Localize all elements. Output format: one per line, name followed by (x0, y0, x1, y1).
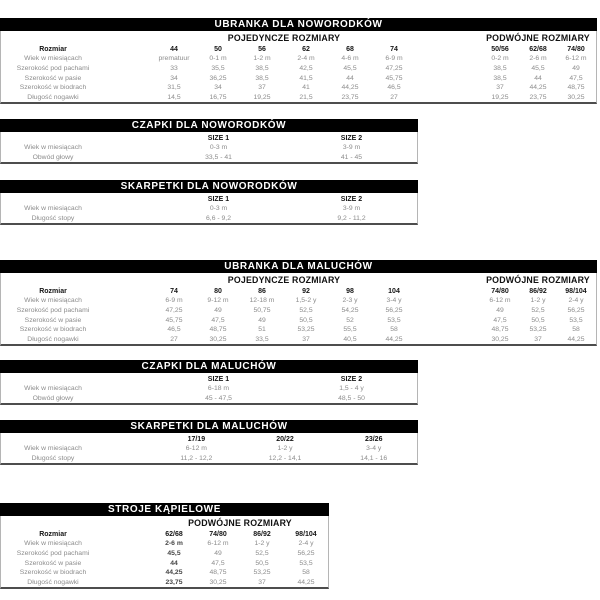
data-cell: 42,5 (299, 65, 313, 73)
table-row (1, 335, 596, 345)
data-cell: 56,25 (567, 307, 585, 315)
data-cell: 49 (214, 550, 222, 558)
data-cell: 27 (390, 94, 398, 102)
table-row (1, 83, 596, 93)
size-header-cell: 62/68 (529, 45, 547, 53)
column-spacer (416, 300, 481, 301)
data-cell: 50,5 (299, 316, 313, 324)
data-cell: 38,5 (255, 74, 269, 82)
size-header-row (1, 529, 328, 539)
size-header-cell: SIZE 2 (340, 375, 363, 383)
size-header-cell: SIZE 1 (207, 375, 230, 383)
column-spacer (105, 398, 152, 399)
data-cell: 58 (390, 326, 398, 334)
data-cell: 30,25 (567, 94, 585, 102)
column-spacer (105, 147, 152, 148)
data-cell: 50,5 (255, 559, 269, 567)
data-cell: 48,5 - 50 (338, 395, 365, 403)
data-cell: 49 (572, 65, 580, 73)
data-cell: 0-3 m (209, 144, 228, 152)
table-body (0, 132, 418, 164)
data-cell: 19,25 (491, 94, 509, 102)
data-cell: 53,25 (253, 569, 271, 577)
data-cell: 44 (534, 74, 542, 82)
size-row-label: Rozmiar (39, 287, 67, 295)
column-spacer (105, 310, 152, 311)
data-cell: 45,5 (167, 550, 181, 558)
data-cell: 48,75 (491, 326, 509, 334)
column-spacer (105, 68, 152, 69)
row-label: Wiek w miesiącach (24, 385, 82, 393)
column-spacer (416, 329, 481, 330)
data-cell: 2-6 m (165, 540, 183, 548)
table-body (0, 433, 418, 465)
data-cell: 44 (346, 74, 354, 82)
table-row (1, 568, 328, 578)
section-header-double: PODWÓJNE ROZMIARY (188, 518, 292, 528)
data-cell: 30,25 (209, 336, 227, 344)
data-cell: 33,5 - 41 (205, 154, 232, 162)
size-header-cell: 74/80 (209, 530, 227, 538)
row-label: Szerokość pod pachami (16, 550, 90, 558)
data-cell: 55,5 (343, 326, 357, 334)
data-cell: 1-2 y (254, 540, 270, 548)
column-spacer (105, 87, 152, 88)
data-cell: 23,75 (341, 94, 359, 102)
data-cell: 6-12 m (185, 445, 207, 453)
column-spacer (1, 38, 152, 39)
data-cell: prematuur (158, 55, 190, 63)
data-cell: 6-18 m (207, 385, 230, 393)
data-cell: 37 (534, 336, 542, 344)
row-label: Szerokość w pasie (24, 316, 82, 324)
row-label: Szerokość w biodrach (19, 84, 87, 92)
data-cell: 6-9 m (165, 297, 183, 305)
column-spacer (105, 534, 152, 535)
row-label: Długość nogawki (27, 579, 79, 587)
data-cell: 2-3 y (342, 297, 358, 305)
row-label: Wiek w miesiącach (24, 205, 82, 213)
data-cell: 44,25 (165, 569, 183, 577)
size-header-cell: 86 (258, 287, 266, 295)
section-header-single: POJEDYNCZE ROZMIARY (227, 33, 341, 43)
data-cell: 34 (170, 74, 178, 82)
column-spacer (105, 582, 152, 583)
table-row (1, 315, 596, 325)
size-header-cell: 98/104 (565, 287, 587, 295)
size-header-cell: 62/68 (165, 530, 183, 538)
size-header-cell: SIZE 1 (207, 134, 230, 142)
row-label: Szerokość w biodrach (19, 326, 87, 334)
data-cell: 38,5 (255, 65, 269, 73)
size-header-cell: 20/22 (276, 435, 294, 443)
column-spacer (105, 138, 152, 139)
size-header-row (1, 194, 417, 204)
data-cell: 0-1 m (209, 55, 227, 63)
table-row (1, 54, 596, 64)
column-spacer (416, 58, 481, 59)
size-header-cell: 98/104 (295, 530, 317, 538)
row-label: Szerokość pod pachami (16, 307, 90, 315)
data-cell: 0-2 m (491, 55, 509, 63)
column-spacer (105, 553, 152, 554)
row-label: Szerokość w pasie (24, 559, 82, 567)
table-row (1, 306, 596, 316)
data-cell: 16,75 (209, 94, 227, 102)
size-header-row (1, 44, 596, 54)
size-header-cell: 86/92 (529, 287, 547, 295)
data-cell: 30,25 (209, 579, 227, 587)
column-spacer (105, 199, 152, 200)
table-row (1, 394, 417, 404)
table-skarpetki-dla-noworodkow (0, 180, 418, 225)
table-row (1, 384, 417, 394)
table-body (0, 373, 418, 405)
table-row (1, 539, 328, 549)
size-row-label: Rozmiar (39, 45, 67, 53)
table-row (1, 214, 417, 224)
row-label: Obwód głowy (32, 154, 74, 162)
data-cell: 52 (346, 316, 354, 324)
data-cell: 49 (258, 316, 266, 324)
column-spacer (1, 280, 152, 281)
table-body (0, 273, 597, 346)
column-spacer (416, 310, 481, 311)
size-header-cell: 17/19 (187, 435, 206, 443)
row-label: Długość nogawki (27, 94, 79, 102)
data-cell: 6-12 m (565, 55, 587, 63)
data-cell: 6-12 m (489, 297, 511, 305)
section-header-double: PODWÓJNE ROZMIARY (486, 275, 590, 285)
table-czapki-dla-maluchow (0, 360, 418, 405)
table-body (0, 516, 329, 589)
data-cell: 53,5 (569, 316, 583, 324)
size-header-cell: 74/80 (567, 45, 585, 53)
size-header-cell: 62 (302, 45, 310, 53)
table-ubranka-dla-maluchow (0, 260, 597, 346)
column-spacer (416, 97, 481, 98)
data-cell: 47,5 (211, 559, 225, 567)
row-label: Szerokość w biodrach (19, 569, 87, 577)
size-header-cell: 74 (170, 287, 178, 295)
table-stroje-kapielowe (0, 503, 329, 589)
size-header-cell: 98 (346, 287, 354, 295)
column-spacer (416, 78, 481, 79)
table-title: STROJE KĄPIELOWE (0, 503, 329, 516)
size-header-cell: 23/26 (364, 435, 383, 443)
data-cell: 23,75 (529, 94, 547, 102)
row-label: Wiek w miesiącach (24, 540, 82, 548)
data-cell: 44,25 (385, 336, 403, 344)
data-cell: 46,5 (167, 326, 181, 334)
size-header-cell: 44 (170, 45, 178, 53)
data-cell: 53,25 (529, 326, 547, 334)
size-header-cell: 68 (346, 45, 354, 53)
table-row (1, 64, 596, 74)
data-cell: 44,25 (341, 84, 359, 92)
data-cell: 14,5 (167, 94, 181, 102)
data-cell: 6,6 - 9,2 (206, 215, 231, 223)
row-label: Długość nogawki (27, 336, 79, 344)
section-header-row (1, 32, 596, 44)
size-header-row (1, 374, 417, 384)
size-header-cell: SIZE 2 (340, 195, 363, 203)
column-spacer (105, 49, 152, 50)
column-spacer (105, 300, 152, 301)
data-cell: 1-2 y (277, 445, 293, 453)
section-header-double: PODWÓJNE ROZMIARY (486, 33, 590, 43)
column-spacer (105, 458, 152, 459)
size-header-cell: SIZE 1 (207, 195, 230, 203)
table-body (0, 31, 597, 104)
row-label: Szerokość w pasie (24, 74, 82, 82)
data-cell: 3-4 y (386, 297, 402, 305)
column-spacer (105, 291, 152, 292)
size-header-row (1, 434, 417, 444)
data-cell: 40,5 (343, 336, 357, 344)
data-cell: 45 - 47,5 (205, 395, 232, 403)
data-cell: 44 (170, 559, 178, 567)
data-cell: 52,5 (299, 307, 313, 315)
data-cell: 1,5-2 y (295, 297, 317, 305)
column-spacer (416, 38, 481, 39)
data-cell: 9,2 - 11,2 (337, 215, 366, 223)
data-cell: 53,5 (299, 559, 313, 567)
row-label: Szerokość pod pachami (16, 65, 90, 73)
data-cell: 47,25 (165, 307, 183, 315)
size-header-cell: 56 (258, 45, 266, 53)
column-spacer (105, 58, 152, 59)
data-cell: 41,5 (299, 74, 313, 82)
data-cell: 0-3 m (209, 205, 228, 213)
data-cell: 44,25 (297, 579, 315, 587)
size-header-row (1, 286, 596, 296)
data-cell: 48,75 (209, 326, 227, 334)
table-row (1, 454, 417, 464)
table-row (1, 578, 328, 588)
data-cell: 52,5 (531, 307, 545, 315)
data-cell: 49 (214, 307, 222, 315)
data-cell: 47,25 (385, 65, 403, 73)
size-header-cell: 92 (302, 287, 310, 295)
size-header-cell: 74/80 (491, 287, 509, 295)
data-cell: 1-2 y (530, 297, 546, 305)
table-row (1, 153, 417, 163)
size-header-cell: 80 (214, 287, 222, 295)
data-cell: 45,5 (531, 65, 545, 73)
data-cell: 33 (170, 65, 178, 73)
column-spacer (416, 320, 481, 321)
column-spacer (105, 439, 152, 440)
size-row-label: Rozmiar (39, 530, 67, 538)
table-title: UBRANKA DLA MALUCHÓW (0, 260, 597, 273)
data-cell: 58 (572, 326, 580, 334)
column-spacer (416, 291, 481, 292)
section-header-row (1, 274, 596, 286)
table-title: SKARPETKI DLA NOWORODKÓW (0, 180, 418, 193)
size-header-cell: 50 (214, 45, 222, 53)
data-cell: 33,5 (255, 336, 269, 344)
size-header-cell: 50/56 (491, 45, 509, 53)
data-cell: 2-6 m (529, 55, 547, 63)
data-cell: 53,25 (297, 326, 315, 334)
column-spacer (105, 543, 152, 544)
column-spacer (105, 388, 152, 389)
data-cell: 2-4 m (297, 55, 315, 63)
table-row (1, 93, 596, 103)
row-label: Wiek w miesiącach (24, 144, 82, 152)
data-cell: 53,5 (387, 316, 401, 324)
column-spacer (1, 523, 152, 524)
row-label: Długość stopy (31, 455, 75, 463)
data-cell: 11,2 - 12,2 (180, 455, 213, 463)
data-cell: 50,75 (253, 307, 271, 315)
section-header-single: POJEDYNCZE ROZMIARY (227, 275, 341, 285)
column-spacer (105, 208, 152, 209)
data-cell: 1,5 - 4 y (339, 385, 364, 393)
column-spacer (105, 78, 152, 79)
data-cell: 56,25 (297, 550, 315, 558)
table-row (1, 204, 417, 214)
column-spacer (105, 218, 152, 219)
column-spacer (416, 87, 481, 88)
data-cell: 12,2 - 14,1 (268, 455, 302, 463)
section-header-row (1, 517, 328, 529)
data-cell: 34 (214, 84, 222, 92)
data-cell: 54,25 (341, 307, 359, 315)
size-header-cell: 104 (388, 287, 400, 295)
data-cell: 37 (258, 579, 266, 587)
data-cell: 1-2 m (253, 55, 271, 63)
data-cell: 37 (258, 84, 266, 92)
column-spacer (105, 320, 152, 321)
column-spacer (105, 448, 152, 449)
column-spacer (416, 280, 481, 281)
data-cell: 41 - 45 (340, 154, 363, 162)
data-cell: 19,25 (253, 94, 271, 102)
data-cell: 51 (258, 326, 266, 334)
row-label: Wiek w miesiącach (24, 55, 82, 63)
data-cell: 47,5 (493, 316, 507, 324)
row-label: Wiek w miesiącach (24, 445, 82, 453)
data-cell: 45,75 (385, 74, 403, 82)
row-label: Wiek w miesiącach (24, 297, 82, 305)
data-cell: 49 (496, 307, 504, 315)
table-row (1, 558, 328, 568)
data-cell: 27 (170, 336, 178, 344)
table-title: CZAPKI DLA NOWORODKÓW (0, 119, 418, 132)
data-cell: 38,5 (493, 74, 507, 82)
data-cell: 2-4 y (298, 540, 314, 548)
data-cell: 47,5 (211, 316, 225, 324)
table-row (1, 549, 328, 559)
table-row (1, 296, 596, 306)
data-cell: 44,25 (529, 84, 547, 92)
data-cell: 37 (302, 336, 310, 344)
column-spacer (416, 339, 481, 340)
data-cell: 12-18 m (249, 297, 275, 305)
table-title: CZAPKI DLA MALUCHÓW (0, 360, 418, 373)
table-ubranka-dla-noworodkow (0, 18, 597, 104)
data-cell: 44,25 (567, 336, 585, 344)
column-spacer (105, 97, 152, 98)
data-cell: 47,5 (569, 74, 583, 82)
data-cell: 58 (302, 569, 310, 577)
data-cell: 31,5 (167, 84, 181, 92)
table-row (1, 143, 417, 153)
row-label: Długość stopy (31, 215, 75, 223)
data-cell: 48,75 (209, 569, 227, 577)
data-cell: 4-6 m (341, 55, 359, 63)
size-header-cell: SIZE 2 (340, 134, 363, 142)
table-row (1, 444, 417, 454)
table-skarpetki-dla-maluchow (0, 420, 418, 465)
column-spacer (105, 563, 152, 564)
data-cell: 30,25 (491, 336, 509, 344)
data-cell: 45,5 (343, 65, 357, 73)
data-cell: 37 (496, 84, 504, 92)
data-cell: 6-9 m (385, 55, 403, 63)
column-spacer (105, 339, 152, 340)
table-body (0, 193, 418, 225)
data-cell: 9-12 m (207, 297, 229, 305)
column-spacer (416, 68, 481, 69)
data-cell: 50,5 (531, 316, 545, 324)
size-header-cell: 74 (390, 45, 398, 53)
data-cell: 35,5 (211, 65, 225, 73)
data-cell: 38,5 (493, 65, 507, 73)
size-header-row (1, 133, 417, 143)
table-czapki-dla-noworodkow (0, 119, 418, 164)
row-label: Obwód głowy (32, 395, 74, 403)
data-cell: 45,75 (165, 316, 183, 324)
data-cell: 3-9 m (342, 144, 361, 152)
data-cell: 52,5 (255, 550, 269, 558)
table-title: SKARPETKI DLA MALUCHÓW (0, 420, 418, 433)
data-cell: 36,25 (209, 74, 227, 82)
column-spacer (105, 157, 152, 158)
table-title: UBRANKA DLA NOWORODKÓW (0, 18, 597, 31)
size-header-cell: 86/92 (253, 530, 271, 538)
data-cell: 23,75 (165, 579, 183, 587)
table-row (1, 325, 596, 335)
table-row (1, 73, 596, 83)
data-cell: 56,25 (385, 307, 403, 315)
data-cell: 48,75 (567, 84, 585, 92)
data-cell: 14,1 - 16 (360, 455, 388, 463)
data-cell: 3-9 m (342, 205, 361, 213)
data-cell: 3-4 y (366, 445, 382, 453)
column-spacer (105, 572, 152, 573)
column-spacer (105, 329, 152, 330)
data-cell: 2-4 y (568, 297, 584, 305)
data-cell: 41 (302, 84, 310, 92)
data-cell: 6-12 m (207, 540, 229, 548)
data-cell: 46,5 (387, 84, 401, 92)
data-cell: 21,5 (299, 94, 313, 102)
column-spacer (105, 379, 152, 380)
column-spacer (416, 49, 481, 50)
